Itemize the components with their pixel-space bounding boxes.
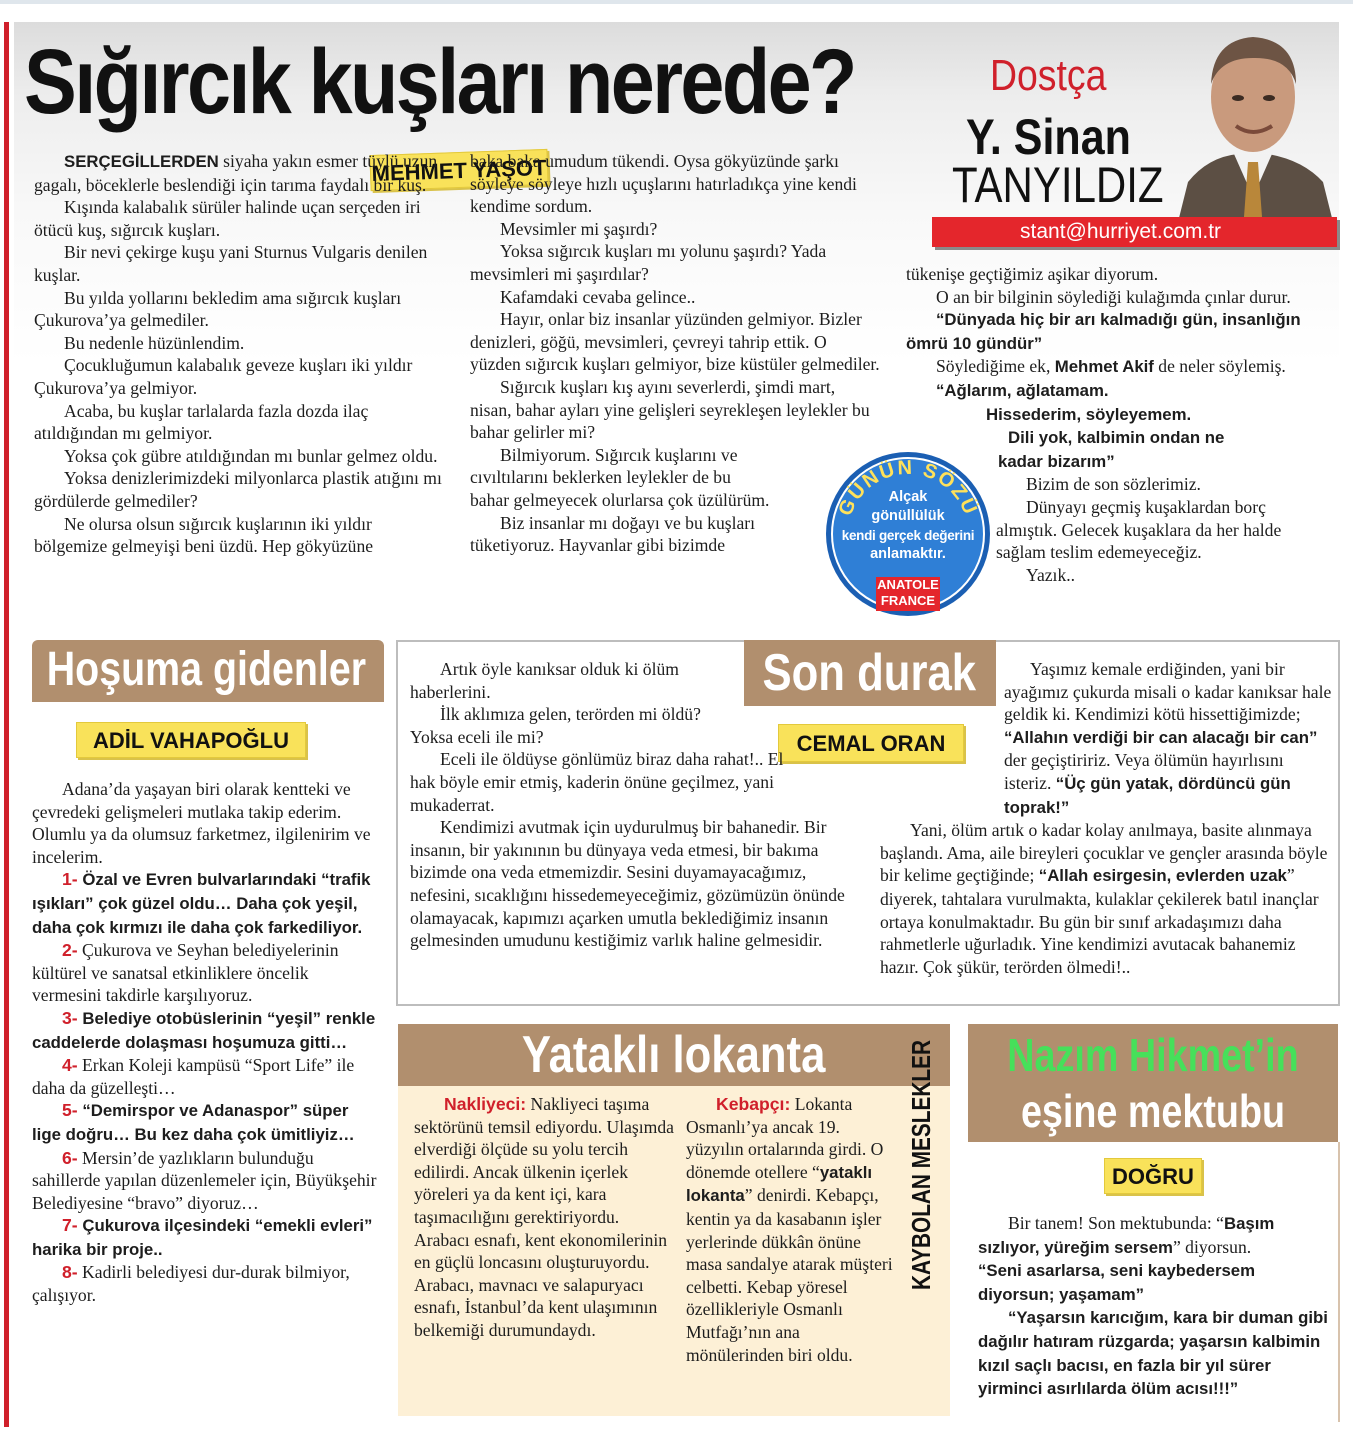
nazim-right-rule (1338, 1142, 1340, 1422)
nazim-header (968, 1024, 1338, 1142)
main-paragraph: tükenişe geçtiğimiz aşikar diyorum. (906, 264, 1159, 284)
author-email[interactable]: stant@hurriyet.com.tr (1020, 220, 1222, 243)
main-paragraph: Bizim de son sözlerimiz. (1026, 474, 1201, 495)
main-paragraph: Yoksa sığırcık kuşları mı yolunu şaşırdı? Yada mevsimleri mi şaşırdılar? (470, 241, 827, 284)
hosuma-item: 1- Özal ve Evren bulvarlarındaki “trafik ışıkları” çok güzel oldu… Daha çok yeşil, daha çok kırmızı ile daha çok farkediliyor. (32, 869, 371, 937)
column-name: Dostça (990, 51, 1107, 100)
hosuma-item: 7- Çukurova ilçesindeki “emekli evleri” harika bir proje.. (32, 1215, 373, 1259)
main-column-1: SERÇEGİLLERDEN siyaha yakın esmer tüylü uzun gagalı, böceklerle beslendiği için tarıma faydalı bir kuş. Kışında kalabalık sürüler halinde uçan serçeden iri ötücü kuş, sığırcık kuşları. Bir nevi çekirge kuşu yani Sturnus Vulgaris denilen kuşlar. Bu yılda yollarını bekledim ama sığırcık kuşları Çukurova’ya gelmediler. Bu nedenle hüzünlendim. Çocukluğumun kalabalık geveze kuşları iki yıldır Çukurova’ya gelmiyor. Acaba, bu kuşlar tarlalarda fazla dozda ilaç atıldığından mı gelmiyor. Yoksa çok gübre atıldığından mı bunlar gelmez oldu. Yoksa denizlerimizdeki milyonlarca plastik atığını mı gördülerde gelmediler? Ne olursa olsun sığırcık kuşlarının iki yıldır bölgemize gelmeyişi beni üzdü. Hep gökyüzüne (34, 150, 444, 558)
main-paragraph: Çocukluğumun kalabalık geveze kuşları iki yıldır Çukurova’ya gelmiyor. (34, 355, 413, 398)
hosuma-item: 4- Erkan Koleji kampüsü “Sport Life” ile daha da güzelleşti… (32, 1055, 355, 1098)
hosuma-item: 8- Kadirli belediyesi dur-durak bilmiyor, çalışıyor. (32, 1262, 350, 1306)
main-paragraph: Hayır, onlar biz insanlar yüzünden gelmiyor. Bizler denizleri, göğü, mevsimleri, çevreyi tahrip ettik. O yüzden sığırcık kuşları gelmiyor, bize küstüler gelmediler. (470, 309, 880, 375)
main-paragraph: Yoksa çok gübre atıldığından mı bunlar gelmez oldu. (64, 445, 438, 466)
main-paragraph: Bir nevi çekirge kuşu yani Sturnus Vulgaris denilen kuşlar. (34, 242, 428, 285)
poem-line: “Ağlarım, ağlatamam. (936, 380, 1109, 400)
main-title: Sığırcık kuşları nerede? (24, 31, 855, 133)
hosuma-header (32, 640, 384, 700)
yatakli-right: Kebapçı: Lokanta Osmanlı’ya ancak 19. yüzyılın ortalarında girdi. O dönemde otellere “yataklı lokanta” denirdi. Kebapçı, kentin ya da kasabanın işler yerlerinde dükkân önüne masa sandalye atarak müşteri celbetti. Kebap yöresel özellikleriyle Osmanlı Mutfağı’nın ana mönülerinden biri oldu. (686, 1094, 893, 1365)
nazim-quote: “Yaşarsın karıcığım, kara bir duman gibi dağılır hatıram rüzgarda; yaşarsın kalbimin kızıl saçlı bacısı, en fazla bir yıl sürer yirminci asırlılarda ölüm acısı!!!” (978, 1308, 1328, 1399)
author-first-name: Y. Sinan (966, 109, 1131, 165)
main-paragraph: Sığırcık kuşları kış ayını severlerdi, şimdi mart, nisan, bahar ayları yine gelişleri seyrekleşen leylekler bu bahar gelirler mi? (470, 376, 870, 443)
son-durak-left (410, 658, 845, 952)
son-durak-right: Yaşımız kemale erdiğinden, yani bir ayağımız çukurda misali o kadar kanıksar hale geldik ki. Kendimizi kötü hissettiğimizde; “Allahın verdiği bir can alacağı bir can” der geçiştiririz. Veya ölümün hayırlısını isteriz. “Üç gün yatak, dördüncü gün toprak!” Yani, ölüm artık o kadar kolay anılmaya, basite alınmaya başlandı. Ama, aile bireyleri çocuklar ve gençler arasında böyle bir kelime geçtiğinde; “Allah esirgesin, evlerden uzak” diyerek, tahtalara vurulmakta, kulaklar çekilerek batıl inançlar ortaya konulmaktadır. Bu gün bir sınıf arkadaşımızı daha rahmetlerle uğurladık. Yine kendimizi avutacak bahanemiz hazır. Çok şükür, terörden ölmedi!.. (880, 659, 1332, 977)
main-paragraph: O an bir bilginin söylediği kulağımda çınlar durur. (936, 286, 1291, 307)
main-paragraph: Kışında kalabalık sürüler halinde uçan serçeden iri ötücü kuş, sığırcık kuşları. (34, 197, 421, 240)
main-paragraph: Bu yılda yollarını bekledim ama sığırcık kuşları Çukurova’ya gelmediler. (34, 287, 402, 331)
main-paragraph: Yazık.. (1026, 564, 1076, 585)
son-durak-paragraph: Eceli ile öldüyse gönlümüz biraz daha rahat!.. El hak böyle emir etmiş, kaderin önüne geçilmez, yani mukaderrat. (410, 749, 784, 815)
author-photo (1168, 22, 1338, 222)
nazim-title-name: Nazım Hikmet (1007, 1029, 1255, 1081)
mehmet-akif: Mehmet Akif (1054, 357, 1154, 377)
son-durak-paragraph: Kendimizi avutmak için uydurulmuş bir bahanedir. Bir insanın, bir yakınının bu dünyaya veda etmesi, bir bakıma bizimde ona veda etmemizdir. Sesini duyamayacağımız, nefesini, sıcaklığını hissedemeyeceğimiz, gözümüzün önünde olamayacak, kapımızı açarken umutla beklediğimiz insanın gelmesinden umudunu kestiğimiz varlık haline gelmesidir. (410, 817, 845, 951)
main-paragraph: Acaba, bu kuşlar tarlalarda fazla dozda ilaç atıldığından mı gelmiyor. (34, 400, 369, 444)
hosuma-body (32, 778, 377, 1307)
poem-line: Dili yok, kalbimin ondan ne (1008, 428, 1225, 448)
hosuma-author-tag: ADİL VAHAPOĞLU (76, 722, 306, 758)
author-last-name: TANYILDIZ (952, 157, 1164, 213)
main-paragraph: Mevsimler mi şaşırdı? (500, 218, 658, 239)
left-red-bar (4, 22, 9, 1427)
nazim-title-suffix: ’in (1254, 1029, 1299, 1081)
hosuma-item: 6- Mersin’de yazlıkların bulunduğu sahillerde yapılan düzenlemeler için, Büyükşehir Belediyesine “bravo” diyoruz… (32, 1147, 377, 1213)
hosuma-intro: Adana’da yaşayan biri olarak kentteki ve çevredeki gelişmeleri mutlaka takip ederim. Olumlu ya da olumsuz farketmez, ilgilenirim ve incelerim. (32, 779, 371, 867)
main-paragraph: Bilmiyorum. Sığırcık kuşlarını ve cıvıltılarını beklerken leylekler de bu bahar gelmeyecek olurlarsa çok üzülürüm. (470, 444, 770, 510)
son-durak-paragraph: Artık öyle kanıksar olduk ki ölüm haberlerini. (410, 659, 679, 702)
main-author-tag: MEHMET YAŞOT (369, 149, 548, 191)
yatakli-title: Yataklı lokanta (522, 1026, 826, 1084)
hosuma-title: Hoşuma gidenler (46, 643, 367, 696)
yatakli-left: Nakliyeci: Nakliyeci taşıma sektörünü temsil ediyordu. Ulaşımda elverdiği ölçüde su yolu tercih edilirdi. Ancak ülkenin içerlek yöreleri ya da kent içi, kara taşımacılığını gerektiriyordu. Arabacı esnafı, kent ekonomilerinin en güçlü loncasını oluşturuyordu. Arabacı, mavnacı ve salapuryacı esnafı, İstanbul’da kent ulaşımının belkemiği durumundaydı. (414, 1094, 674, 1340)
nazim-quote: “Seni asarlarsa, seni kaybedersem diyorsun; yaşamam” (978, 1261, 1256, 1304)
nazim-body: Bir tanem! Son mektubunda: “Başım sızlıyor, yüreğim sersem” diyorsun. “Seni asarlarsa, seni kaybedersem diyorsun; yaşamam” “Yaşarsın karıcığım, kara bir duman gibi dağılır hatıram rüzgarda; yaşarsın kalbimin kızıl saçlı bacısı, en fazla bir yıl sürer yirminci asırlılarda ölüm acısı!!!” (978, 1213, 1328, 1399)
poem-line: kadar bizarım” (998, 451, 1115, 471)
main-lead-word: SERÇEGİLLERDEN (64, 152, 219, 171)
yatakli-header (398, 1024, 950, 1086)
top-rule (0, 0, 1353, 4)
gunun-sozu-quote: Alçak gönüllülük kendi gerçek değerini anlamaktır. (841, 489, 975, 562)
main-paragraph: Biz insanlar mı doğayı ve bu kuşları tüketiyoruz. Hayvanlar gibi bizimde (470, 512, 756, 556)
main-quote: “Dünyada hiç bir arı kalmadığı gün, insanlığın ömrü 10 gündür” (906, 310, 1301, 353)
hosuma-item: 2- Çukurova ve Seyhan belediyelerinin kültürel ve sanatsal etkinliklere öncelik vermesini takdirle karşılıyoruz. (32, 940, 339, 1006)
main-paragraph: Dünyayı geçmiş kuşaklardan borç almıştık. Gelecek kuşaklara da her halde sağlam teslim edemeyeceğiz. (996, 496, 1282, 563)
main-paragraph: Yoksa denizlerimizdeki milyonlarca plastik atığını mı gördülerde gelmediler? (34, 468, 442, 511)
main-column-2 (470, 150, 880, 557)
main-paragraph: Kafamdaki cevaba gelince.. (500, 286, 696, 307)
hosuma-box-border (32, 700, 384, 702)
kaybolan-meslekler-label: KAYBOLAN MESLEKLER (906, 1039, 936, 1290)
gunun-sozu-author: ANATOLE FRANCE (877, 577, 939, 608)
main-paragraph: Bu nedenle hüzünlendim. (64, 332, 245, 353)
main-paragraph: Ne olursa olsun sığırcık kuşlarının iki yıldır bölgemize gelmeyişi beni üzdü. Hep gökyüzüne (34, 513, 374, 557)
nazim-author-tag: DOĞRU (1104, 1158, 1202, 1194)
son-durak-author-tag: CEMAL ORAN (778, 724, 964, 762)
poem-line: Hissederim, söyleyemem. (986, 404, 1192, 424)
hosuma-item: 3- Belediye otobüslerinin “yeşil” renkle caddelerde dolaşması hoşumuza gitti… (32, 1007, 376, 1052)
gunun-sozu-label: GÜNÜN SÖZÜ (834, 456, 982, 520)
son-durak-paragraph: İlk aklımıza gelen, terörden mi öldü? Yoksa eceli ile mi? (410, 704, 701, 747)
kebapci-label: Kebapçı: (716, 1094, 791, 1114)
son-durak-title: Son durak (762, 644, 977, 702)
main-paragraph: baka baka umudum tükendi. Oysa gökyüzünde şarkı söyleye söyleye hızlı uçuşlarını hatırladıkça yine kendi kendime sordum. (470, 151, 857, 217)
nakliyeci-label: Nakliyeci: (444, 1094, 527, 1114)
nazim-title-line2: eşine mektubu (1020, 1085, 1286, 1137)
main-column-3: tükenişe geçtiğimiz aşikar diyorum. O an bir bilginin söylediği kulağımda çınlar durur. “Dünyada hiç bir arı kalmadığı gün, insanlığın ömrü 10 gündür” Söylediğime ek, Mehmet Akif de neler söylemiş. “Ağlarım, ağlatamam. Hissederim, söyleyemem. Dili yok, kalbimin ondan ne kadar bizarım” Bizim de son sözlerimiz. Dünyayı geçmiş kuşaklardan borç almıştık. Gelecek kuşaklara da her halde sağlam teslim edemeyeceğiz. Yazık.. (906, 263, 1326, 586)
hosuma-item: 5- “Demirspor ve Adanaspor” süper lige doğru… Bu kez daha çok ümitliyiz… (32, 1100, 355, 1144)
